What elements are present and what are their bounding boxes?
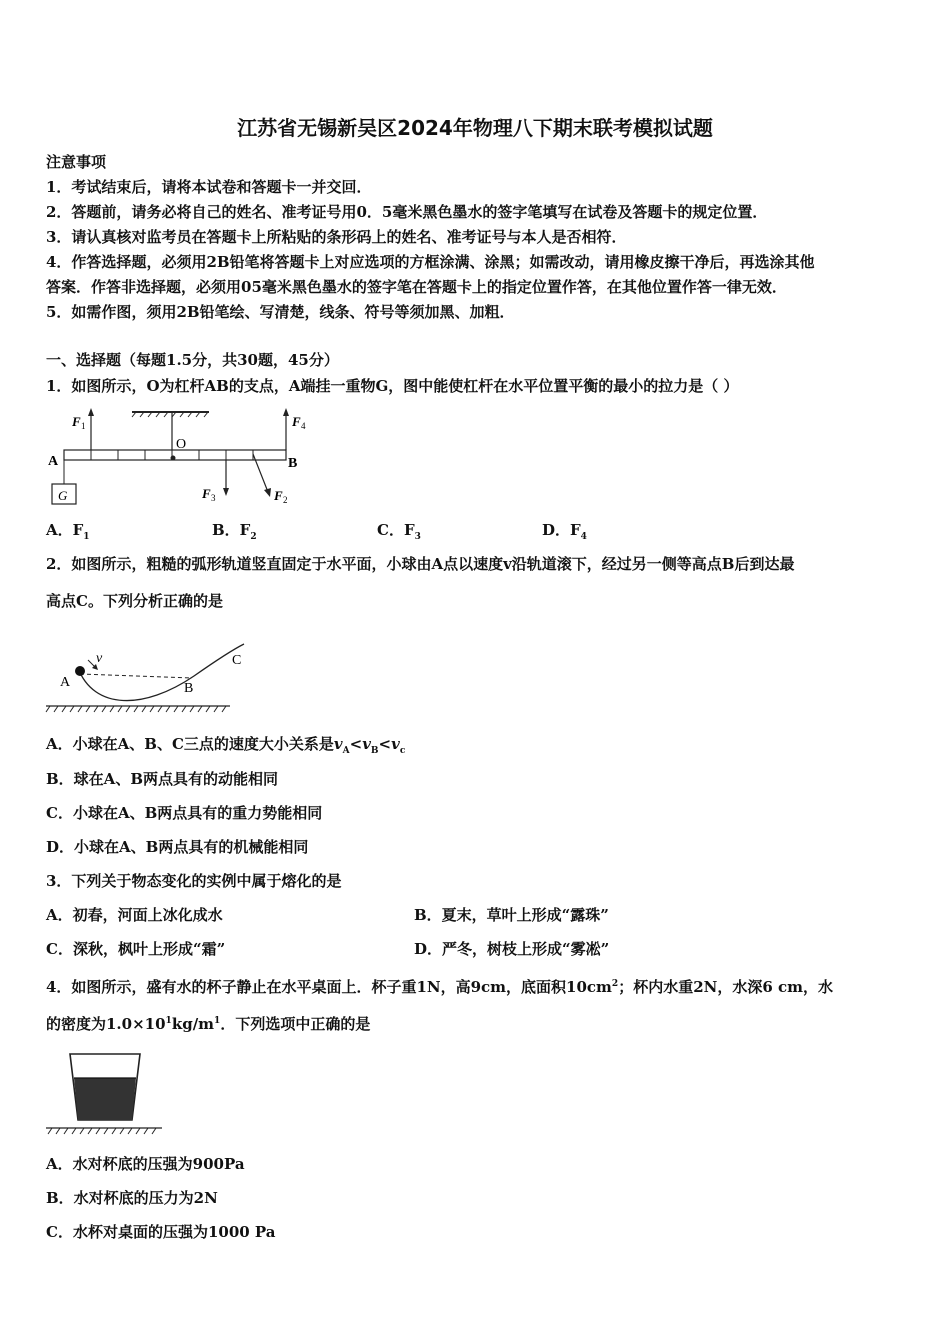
q2-track-diagram: [44, 640, 254, 718]
notice-item: 3．请认真核对监考员在答题卡上所粘贴的条形码上的姓名、准考证号与本人是否相符．: [46, 228, 627, 246]
q2-option-c: C．小球在A、B两点具有的重力势能相同: [46, 804, 323, 822]
label-f2-sub: 2: [283, 495, 288, 505]
label-a: A: [60, 675, 71, 690]
label-g: G: [58, 488, 68, 503]
notice-item: 1．考试结束后，请将本试卷和答题卡一并交回．: [46, 178, 372, 196]
notice-heading: 注意事项: [46, 153, 107, 171]
label-b: B: [288, 456, 298, 471]
q1-lever-diagram: [44, 404, 324, 514]
q3-option-c: C．深秋，枫叶上形成“霜”: [46, 940, 226, 958]
label-f1-sub: 1: [81, 421, 86, 431]
q2-stem-line1: 2．如图所示，粗糙的弧形轨道竖直固定于水平面，小球由A点以速度v沿轨道滚下，经过另一侧等高点B后到达最: [46, 555, 795, 573]
label-f4: F: [292, 414, 301, 429]
section-heading: 一、选择题（每题1.5分，共30题，45分）: [46, 351, 339, 369]
q2-option-d: D．小球在A、B两点具有的机械能相同: [46, 838, 309, 856]
label-f3-sub: 3: [211, 493, 216, 503]
q3-option-a: A．初春，河面上冰化成水: [46, 906, 223, 924]
q3-option-b: B．夏末，草叶上形成“露珠”: [414, 906, 609, 924]
q4-stem-line1: 4．如图所示，盛有水的杯子静止在水平桌面上．杯子重1N，高9cm，底面积$10cm^2$；杯内水重2N，水深6 cm，水: [46, 978, 834, 996]
q4-option-c: C．水杯对桌面的压强为1000 Pa: [46, 1223, 276, 1241]
q2-stem-line2: 高点C。下列分析正确的是: [46, 592, 223, 610]
q1-option-a: A．$F_1$: [46, 521, 90, 542]
q1-stem: 1．如图所示，O为杠杆AB的支点，A端挂一重物G，图中能使杠杆在水平位置平衡的最小的拉力是（ ）: [46, 377, 739, 395]
notice-item: 4．作答选择题，必须用2B铅笔将答题卡上对应选项的方框涂满、涂黑；如需改动，请用橡皮擦干净后，再选涂其他: [46, 253, 815, 271]
q4-cup-diagram: [44, 1048, 169, 1138]
q4-stem-line2: 的密度为$1.0\times 10^1kg/m^1$．下列选项中正确的是: [46, 1015, 371, 1033]
label-a: A: [48, 454, 59, 469]
label-b: B: [184, 681, 194, 696]
q3-stem: 3．下列关于物态变化的实例中属于熔化的是: [46, 872, 342, 890]
q1-option-b: B．$F_2$: [212, 521, 257, 542]
notice-item: 答案．作答非选择题，必须用05毫米黑色墨水的签字笔在答题卡上的指定位置作答，在其他位置作答一律无效．: [46, 278, 787, 296]
q2-option-b: B．球在A、B两点具有的动能相同: [46, 770, 278, 788]
q3-option-d: D．严冬，树枝上形成“雾凇”: [414, 940, 610, 958]
notice-item: 5．如需作图，须用2B铅笔绘、写清楚，线条、符号等须加黑、加粗．: [46, 303, 515, 321]
q4-option-b: B．水对杯底的压力为2N: [46, 1189, 218, 1207]
q1-option-d: D．$F_4$: [542, 521, 587, 542]
label-v: v: [96, 651, 103, 666]
q1-option-c: C．$F_3$: [377, 521, 421, 542]
label-f1: F: [72, 414, 81, 429]
notice-item: 2．答题前，请务必将自己的姓名、准考证号用0．5毫米黑色墨水的签字笔填写在试卷及答题卡的规定位置．: [46, 203, 768, 221]
label-f3: F: [202, 486, 211, 501]
q2-option-a: A．小球在A、B、C三点的速度大小关系是$v_A<v_B<v_c$: [46, 735, 406, 756]
label-f2: F: [274, 488, 283, 503]
label-o: O: [176, 437, 187, 452]
label-c: C: [232, 653, 242, 668]
q4-option-a: A．水对杯底的压强为900Pa: [46, 1155, 245, 1173]
label-f4-sub: 4: [301, 421, 306, 431]
page-title: 江苏省无锡新吴区2024年物理八下期末联考模拟试题: [237, 116, 713, 140]
